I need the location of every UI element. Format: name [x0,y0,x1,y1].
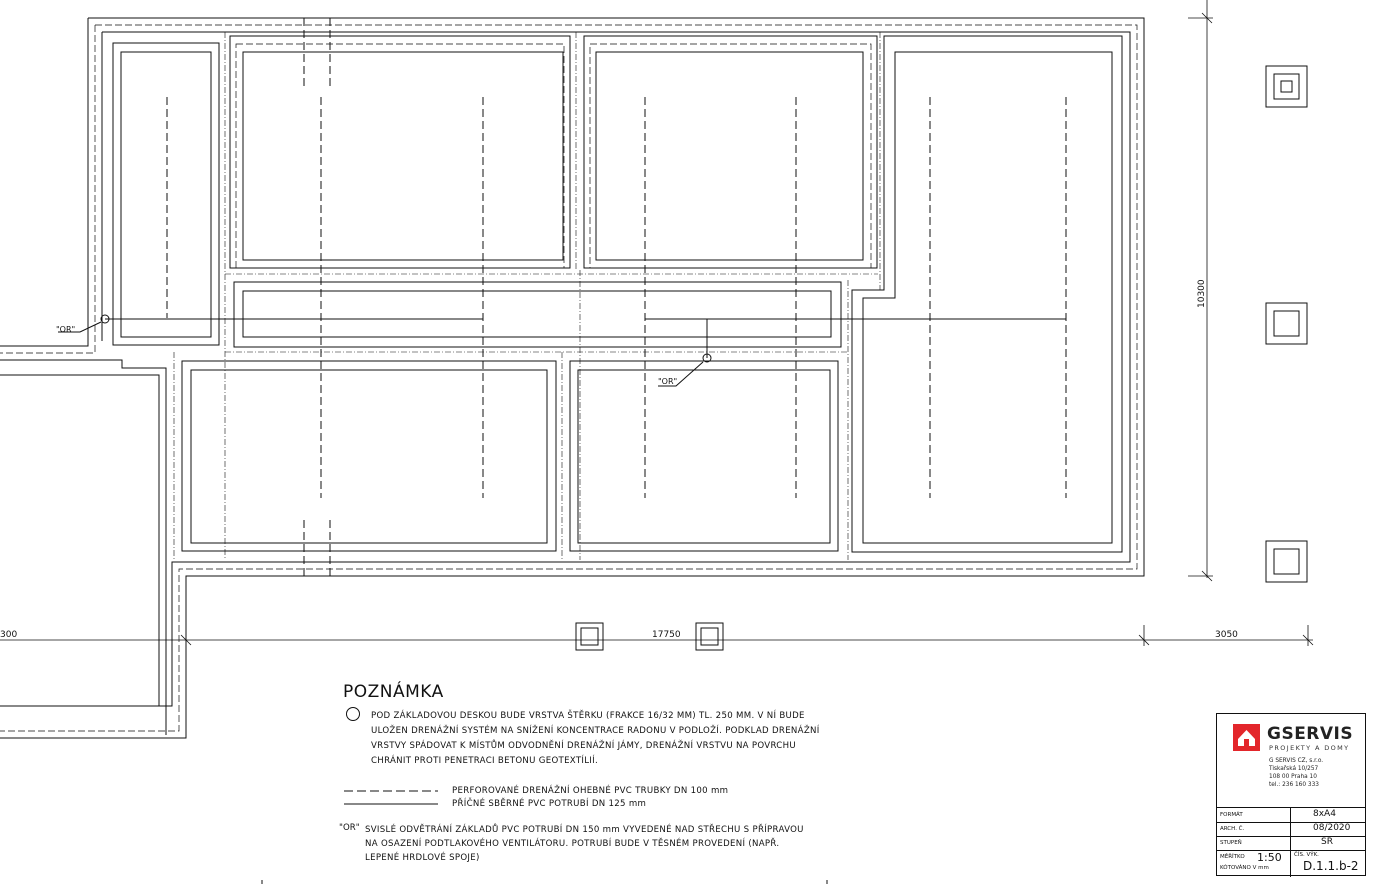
gravel-layer-symbol [346,707,360,721]
scale-key: MĚŘÍTKO [1220,854,1245,860]
dimension-height: 10300 [1197,279,1207,308]
stage-key: STUPEŇ [1220,840,1242,846]
drawing-number-key: ČÍS. VÝK. [1294,852,1319,858]
arch-value: 08/2020 [1313,823,1351,833]
perforated-drain-pipes [167,18,1066,576]
foundation-outline [0,18,1144,738]
stage-value: SR [1321,837,1333,847]
dimension-width-main: 17750 [652,630,681,640]
address-line: tel.: 236 160 333 [1269,782,1319,788]
brand-subtitle: PROJEKTY A DOMY [1269,744,1350,752]
room-pads [113,36,1122,552]
gravel-boundary-lines [174,32,880,560]
format-key: FORMÁT [1220,812,1243,818]
vent-label-left: "OR" [56,325,76,334]
vent-label-center: "OR" [658,377,678,386]
legend-dashed-label: PERFOROVANÉ DRENÁŽNÍ OHEBNÉ PVC TRUBKY DN 100 mm [452,786,729,796]
dimension-width-left: 300 [0,630,18,640]
address-line: G SERVIS CZ, s.r.o. [1269,758,1324,764]
format-value: 8xA4 [1313,809,1336,819]
title-block [1216,713,1366,876]
drawing-number-value: D.1.1.b-2 [1303,859,1359,873]
legend-solid-label: PŘÍČNÉ SBĚRNÉ PVC POTRUBÍ DN 125 mm [452,799,647,809]
units-key: KÓTOVÁNO V mm [1220,865,1269,871]
arch-key: ARCH. Č. [1220,826,1245,832]
note-title: POZNÁMKA [343,682,444,702]
dimension-width-right: 3050 [1215,630,1238,640]
vent-note-text: SVISLÉ ODVĚTRÁNÍ ZÁKLADŮ PVC POTRUBÍ DN 150 mm VYVEDENÉ NAD STŘECHU S PŘÍPRAVOU NA OSAZENÍ PODTLAKOVÉHO VENTILÁTORU. POTRUBÍ BUDE V TĚSNÉM PROVEDENÍ (NAPŘ. LEPENÉ HRDLOVÉ SPOJE) [365,825,804,863]
brand-name: GSERVIS [1267,724,1354,744]
note-paragraph: POD ZÁKLADOVOU DESKOU BUDE VRSTVA ŠTĚRKU (FRAKCE 16/32 MM) TL. 250 MM. V NÍ BUDE ULOŽEN DRENÁŽNÍ SYSTÉM NA SNÍŽENÍ KONCENTRACE RADONU V PODLOŽÍ. PODKLAD DRENÁŽNÍ VRSTVY SPÁDOVAT K MÍSTŮM ODVODNĚNÍ DRENÁŽNÍ JÁMY, DRENÁŽNÍ VRSTVU NA POVRCHU CHRÁNIT PROTI PENETRACI BETONU GEOTEXTÍLIÍ. [371,711,820,766]
address-line: 108 00 Praha 10 [1269,774,1317,780]
vent-note-tag: "OR" [339,823,360,833]
scale-value: 1:50 [1257,851,1282,864]
address-line: Tiskařská 10/257 [1269,766,1319,772]
house-logo-icon [1233,724,1260,751]
